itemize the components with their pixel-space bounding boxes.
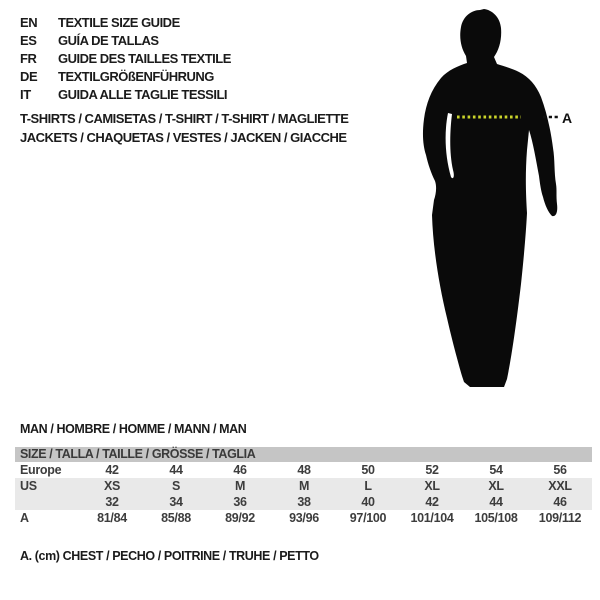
man-silhouette-figure <box>398 5 580 397</box>
category-jackets: JACKETS / CHAQUETAS / VESTES / JACKEN / GIACCHE <box>20 130 347 145</box>
lang-code: DE <box>20 69 38 84</box>
language-list <box>20 14 231 104</box>
size-cell: XXL <box>548 479 572 493</box>
size-cell: 40 <box>361 495 375 509</box>
size-cell: 97/100 <box>349 511 387 525</box>
lang-label: GUIDE DES TAILLES TEXTILE <box>58 51 231 66</box>
size-cell: 32 <box>105 495 119 509</box>
garment-categories <box>20 109 348 147</box>
size-cell: 101/104 <box>410 511 454 525</box>
size-cell: 81/84 <box>97 511 127 525</box>
man-silhouette <box>423 9 557 387</box>
man-silhouette-svg <box>398 5 580 397</box>
table-row-europe <box>15 462 592 478</box>
size-cell: 105/108 <box>474 511 518 525</box>
size-cell: XL <box>424 479 440 493</box>
table-row-chest-cm <box>15 510 592 526</box>
size-cell: XS <box>103 479 121 493</box>
lang-row-de <box>20 68 231 86</box>
size-cell: 89/92 <box>225 511 255 525</box>
size-cell: 44 <box>489 495 503 509</box>
size-cell: 44 <box>169 463 183 477</box>
row-label: A <box>20 511 29 525</box>
size-cell: 54 <box>489 463 503 477</box>
lang-code: FR <box>20 51 37 66</box>
size-cell: 85/88 <box>161 511 191 525</box>
size-cell: 48 <box>297 463 311 477</box>
size-cell: 42 <box>425 495 439 509</box>
size-table <box>15 447 592 526</box>
row-label <box>15 494 80 510</box>
size-cell: 38 <box>297 495 311 509</box>
size-cell: 46 <box>233 463 247 477</box>
size-cell: 46 <box>553 495 567 509</box>
lang-code: ES <box>20 33 37 48</box>
lang-row-en <box>20 14 231 32</box>
row-label: Europe <box>20 463 62 477</box>
size-cell: 93/96 <box>289 511 319 525</box>
size-table-header: SIZE / TALLA / TAILLE / GRÖSSE / TAGLIA <box>15 447 592 462</box>
size-cell: 56 <box>553 463 567 477</box>
lang-label: TEXTILGRÖßENFÜHRUNG <box>58 69 214 84</box>
lang-row-fr <box>20 50 231 68</box>
table-row-us <box>15 478 592 494</box>
size-cell: 36 <box>233 495 247 509</box>
lang-label: GUIDA ALLE TAGLIE TESSILI <box>58 87 228 102</box>
size-cell: 34 <box>169 495 183 509</box>
size-cell: M <box>234 479 246 493</box>
section-title-man: MAN / HOMBRE / HOMME / MANN / MAN <box>20 422 247 436</box>
row-label: US <box>20 479 37 493</box>
size-cell: 50 <box>361 463 375 477</box>
lang-code: EN <box>20 15 38 30</box>
measure-label-a: A <box>562 110 573 126</box>
size-cell: XL <box>488 479 504 493</box>
lang-row-es <box>20 32 231 50</box>
lang-row-it <box>20 86 231 104</box>
measurement-footnote: A. (cm) CHEST / PECHO / POITRINE / TRUHE / PETTO <box>20 549 319 563</box>
size-cell: 52 <box>425 463 439 477</box>
lang-label: TEXTILE SIZE GUIDE <box>58 15 180 30</box>
lang-code: IT <box>20 87 31 102</box>
size-cell: 42 <box>105 463 119 477</box>
lang-label: GUÍA DE TALLAS <box>58 33 159 48</box>
size-cell: S <box>171 479 181 493</box>
size-cell: L <box>364 479 372 493</box>
table-row-us-numeric <box>15 494 592 510</box>
size-cell: 109/112 <box>538 511 582 525</box>
size-cell: M <box>298 479 310 493</box>
category-tshirts: T-SHIRTS / CAMISETAS / T-SHIRT / T-SHIRT / MAGLIETTE <box>20 111 349 126</box>
